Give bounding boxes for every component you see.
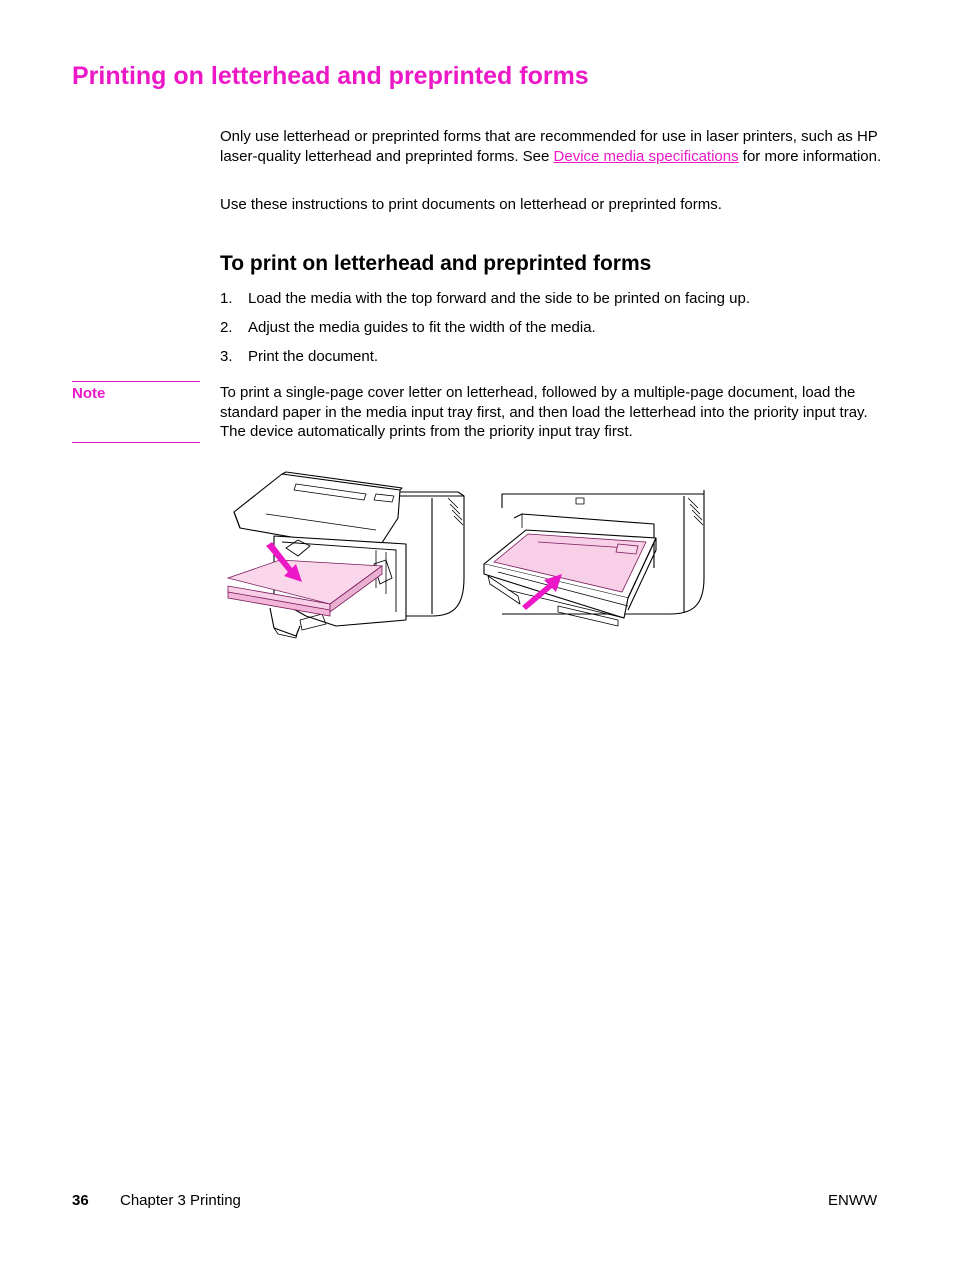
step-number: 1.: [220, 290, 233, 307]
footer-chapter: Chapter 3 Printing: [120, 1192, 241, 1209]
page-title: Printing on letterhead and preprinted forms: [72, 62, 589, 90]
procedure-title: To print on letterhead and preprinted forms: [220, 252, 652, 275]
note-label: Note: [72, 385, 106, 402]
step-text: Print the document.: [248, 348, 379, 365]
step-text: Load the media with the top forward and the side to be printed on facing up.: [248, 290, 751, 307]
note-bottom-rule: [72, 442, 200, 443]
step-1: [220, 289, 750, 309]
page-number: 36: [72, 1192, 89, 1209]
intro-text-before-link: Only use letterhead or preprinted forms that are recommended for use in laser printers, such as HP laser-quality letterhead and preprinted forms. See: [220, 128, 878, 165]
printer-priority-input-tray-illustration: [478, 468, 710, 640]
intro-paragraph: [220, 127, 890, 166]
footer-right-label: ENWW: [828, 1192, 878, 1209]
step-number: 3.: [220, 348, 233, 365]
step-text: Adjust the media guides to fit the width of the media.: [248, 319, 596, 336]
instructions-paragraph: Use these instructions to print documents on letterhead or preprinted forms.: [220, 196, 722, 213]
note-top-rule: [72, 381, 200, 382]
step-3: [220, 347, 378, 367]
intro-text-after-link: for more information.: [738, 147, 882, 165]
printer-media-input-tray-illustration: [226, 468, 472, 640]
device-media-specifications-link[interactable]: Device media specifications: [553, 147, 739, 165]
note-text: To print a single-page cover letter on letterhead, followed by a multiple-page document, load the standard paper in the media input tray first, and then load the letterhead into the priority input tray. The device automatically prints from the priority input tray first.: [220, 384, 868, 440]
step-number: 2.: [220, 319, 233, 336]
step-2: [220, 318, 596, 338]
